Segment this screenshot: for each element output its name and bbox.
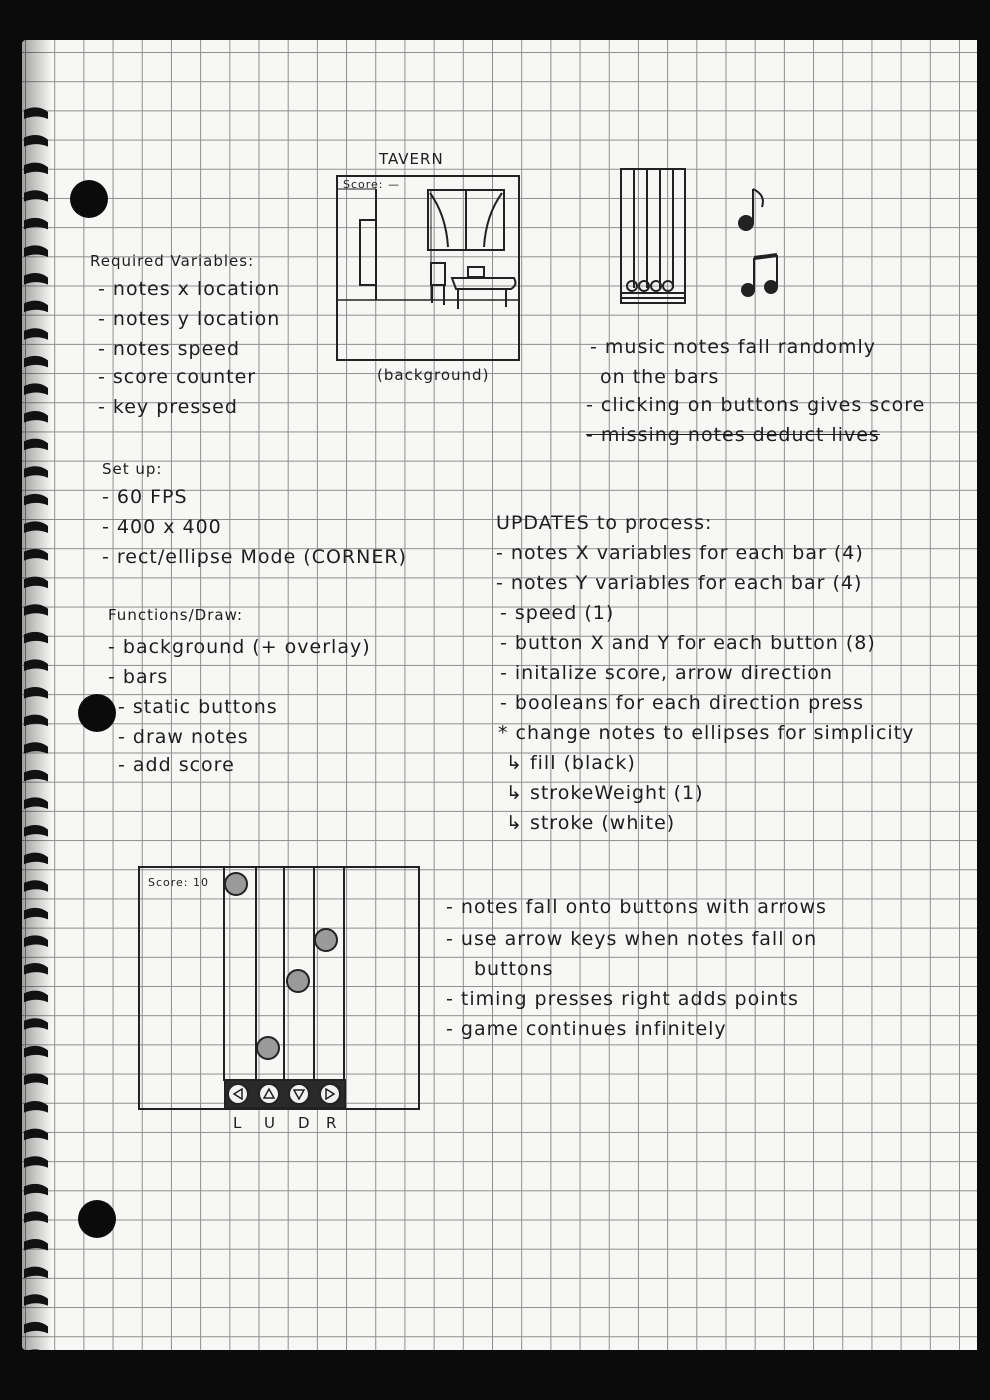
eighth-note-icon xyxy=(736,185,772,235)
functions-item: - add score xyxy=(118,754,235,776)
notes-bottom-item: buttons xyxy=(474,958,554,980)
key-label-right: R xyxy=(326,1114,338,1132)
updates-subitem: ↳ stroke (white) xyxy=(506,812,676,834)
spiral-coil xyxy=(24,273,48,285)
updates-item: * change notes to ellipses for simplicity xyxy=(498,722,915,744)
notes-bottom-item: - use arrow keys when notes fall on xyxy=(446,928,818,950)
spiral-coil xyxy=(24,245,48,257)
variables-item: - notes x location xyxy=(98,278,281,300)
updates-item: - notes Y variables for each bar (4) xyxy=(496,572,863,594)
tavern-caption: (background) xyxy=(377,366,490,384)
variables-item: - key pressed xyxy=(98,396,238,418)
beamed-notes-icon xyxy=(738,252,788,300)
setup-item: - 400 x 400 xyxy=(102,516,222,538)
punch-hole-bottom xyxy=(78,1200,116,1238)
spiral-coil xyxy=(24,963,48,975)
spiral-coil xyxy=(24,383,48,395)
notes-top-item-struck: - missing notes deduct lives xyxy=(586,424,880,446)
punch-hole-top xyxy=(70,180,108,218)
functions-heading: Functions/Draw: xyxy=(108,606,244,624)
updates-subitem: ↳ fill (black) xyxy=(506,752,636,774)
notebook-page xyxy=(22,40,977,1350)
spiral-coil xyxy=(24,1156,48,1168)
spiral-coil xyxy=(24,1101,48,1113)
spiral-coil xyxy=(24,604,48,616)
tavern-score-label: Score: — xyxy=(343,178,401,191)
spiral-coil xyxy=(24,494,48,506)
notes-top-item: - clicking on buttons gives score xyxy=(586,394,926,416)
setup-item: - 60 FPS xyxy=(102,486,188,508)
spiral-coil xyxy=(24,163,48,175)
bars-sketch xyxy=(620,168,690,306)
spiral-coil xyxy=(24,107,48,119)
variables-item: - notes y location xyxy=(98,308,281,330)
spiral-coil xyxy=(24,577,48,589)
spiral-coil xyxy=(24,439,48,451)
notes-top-item: - music notes fall randomly xyxy=(590,336,876,358)
spiral-coil xyxy=(24,742,48,754)
spiral-coil xyxy=(24,797,48,809)
updates-item: - button X and Y for each button (8) xyxy=(500,632,876,654)
setup-heading: Set up: xyxy=(102,460,163,478)
spiral-coil xyxy=(24,549,48,561)
spiral-coil xyxy=(24,715,48,727)
spiral-coil xyxy=(24,301,48,313)
spiral-coil xyxy=(24,218,48,230)
spiral-coil xyxy=(24,1267,48,1279)
notes-bottom-item: - notes fall onto buttons with arrows xyxy=(446,896,827,918)
spiral-coil xyxy=(24,1184,48,1196)
spiral-coil xyxy=(24,1073,48,1085)
functions-item: - background (+ overlay) xyxy=(108,636,371,658)
updates-item: - booleans for each direction press xyxy=(500,692,865,714)
tavern-background-sketch xyxy=(336,175,521,363)
spiral-coil xyxy=(24,521,48,533)
spiral-coil xyxy=(24,687,48,699)
spiral-coil xyxy=(24,1211,48,1223)
spiral-coil xyxy=(24,935,48,947)
punch-hole-middle xyxy=(78,694,116,732)
spiral-coil xyxy=(24,1046,48,1058)
functions-item: - static buttons xyxy=(118,696,278,718)
updates-heading: UPDATES to process: xyxy=(496,512,713,534)
notes-bottom-item: - game continues infinitely xyxy=(446,1018,727,1040)
spiral-coil xyxy=(24,659,48,671)
notes-bottom-item: - timing presses right adds points xyxy=(446,988,799,1010)
spiral-coil xyxy=(24,908,48,920)
tavern-title: TAVERN xyxy=(379,150,444,168)
updates-item: - speed (1) xyxy=(500,602,615,624)
spiral-coil xyxy=(24,135,48,147)
variables-heading: Required Variables: xyxy=(90,252,255,270)
spiral-coil xyxy=(24,411,48,423)
spiral-coil xyxy=(24,880,48,892)
variables-item: - notes speed xyxy=(98,338,241,360)
spiral-coil xyxy=(24,770,48,782)
key-label-up: U xyxy=(264,1114,276,1132)
spiral-coil xyxy=(24,1322,48,1334)
updates-subitem: ↳ strokeWeight (1) xyxy=(506,782,704,804)
gameplay-score-label: Score: 10 xyxy=(148,876,210,889)
gameplay-sketch xyxy=(138,866,422,1112)
spiral-coil xyxy=(24,1239,48,1251)
spiral-coil xyxy=(24,991,48,1003)
key-label-down: D xyxy=(298,1114,311,1132)
spiral-coil xyxy=(24,1018,48,1030)
spiral-coil xyxy=(24,356,48,368)
spiral-coil xyxy=(24,466,48,478)
key-label-left: L xyxy=(233,1114,243,1132)
spiral-binding xyxy=(22,100,82,1350)
spiral-coil xyxy=(24,632,48,644)
spiral-coil xyxy=(24,1129,48,1141)
functions-item: - draw notes xyxy=(118,726,249,748)
spiral-coil xyxy=(24,1349,48,1350)
functions-item: - bars xyxy=(108,666,169,688)
spiral-coil xyxy=(24,825,48,837)
variables-item: - score counter xyxy=(98,366,257,388)
setup-item: - rect/ellipse Mode (CORNER) xyxy=(102,546,407,568)
notes-top-item: on the bars xyxy=(600,366,720,388)
updates-item: - notes X variables for each bar (4) xyxy=(496,542,864,564)
spiral-coil xyxy=(24,328,48,340)
updates-item: - initalize score, arrow direction xyxy=(500,662,833,684)
spiral-coil xyxy=(24,1294,48,1306)
spiral-coil xyxy=(24,853,48,865)
spiral-coil xyxy=(24,190,48,202)
